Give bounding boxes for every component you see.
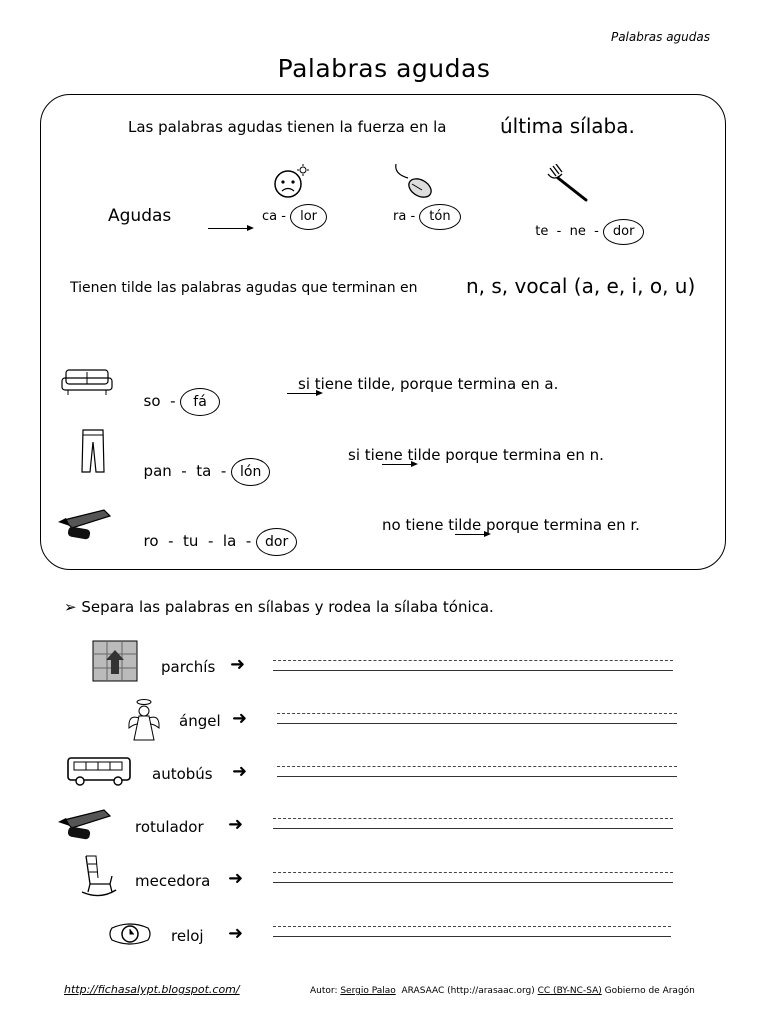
arrow-icon: ➜ bbox=[228, 814, 244, 835]
sofa-icon bbox=[60, 364, 114, 398]
page-title: Palabras agudas bbox=[277, 54, 491, 83]
arrow-icon: ➜ bbox=[232, 708, 248, 729]
angel-icon bbox=[126, 698, 162, 742]
exercise-instruction bbox=[64, 598, 494, 616]
autor-label: Autor: bbox=[310, 986, 341, 996]
word-parchis: parchís bbox=[161, 658, 216, 676]
gobierno-text: Gobierno de Aragón bbox=[601, 986, 695, 996]
tonic-syllable-circle: lón bbox=[231, 458, 270, 486]
case-explanation: no tiene tilde porque termina en r. bbox=[382, 516, 640, 534]
arrow-icon: ➜ bbox=[228, 923, 244, 944]
word-autobus: autobús bbox=[152, 765, 213, 783]
arrow-icon bbox=[208, 228, 252, 229]
syllable-prefix: ca - bbox=[262, 209, 291, 224]
rule-text: Tienen tilde las palabras agudas que terminan en bbox=[70, 280, 418, 296]
marker-icon bbox=[56, 806, 114, 842]
bullet-icon: ➢ bbox=[64, 598, 77, 616]
word-reloj: reloj bbox=[171, 927, 204, 945]
bus-icon bbox=[66, 756, 134, 786]
header-title: Palabras agudas bbox=[610, 30, 710, 44]
tonic-syllable-circle: fá bbox=[180, 388, 220, 416]
example-calor bbox=[262, 204, 327, 230]
writing-lines[interactable] bbox=[273, 872, 673, 883]
syllable-prefix: so - bbox=[143, 392, 181, 410]
board-game-icon bbox=[92, 640, 138, 682]
writing-lines[interactable] bbox=[273, 660, 673, 671]
rocking-chair-icon bbox=[80, 854, 118, 900]
writing-lines[interactable] bbox=[277, 766, 677, 777]
tonic-syllable-circle: dor bbox=[603, 219, 645, 245]
rule-emphasis: n, s, vocal (a, e, i, o, u) bbox=[466, 274, 696, 298]
footer-url[interactable]: http://fichasalypt.blogspot.com/ bbox=[64, 983, 240, 996]
mouse-icon bbox=[392, 160, 438, 200]
case-rotulador bbox=[134, 510, 297, 556]
syllable-prefix: ro - tu - la - bbox=[143, 532, 256, 550]
intro-text: Las palabras agudas tienen la fuerza en la bbox=[128, 118, 447, 136]
case-explanation: si tiene tilde, porque termina en a. bbox=[298, 375, 559, 393]
hot-face-icon bbox=[270, 163, 310, 201]
fork-icon bbox=[542, 164, 592, 204]
intro-emphasis: última sílaba. bbox=[500, 114, 635, 138]
writing-lines[interactable] bbox=[277, 713, 677, 724]
writing-lines[interactable] bbox=[273, 926, 671, 937]
license-link[interactable]: CC (BY-NC-SA) bbox=[537, 986, 602, 996]
example-raton bbox=[393, 204, 461, 230]
instruction-text: Separa las palabras en sílabas y rodea la sílaba tónica. bbox=[81, 598, 494, 616]
word-mecedora: mecedora bbox=[135, 872, 211, 890]
arasaac-text: ARASAAC (http://arasaac.org) bbox=[395, 986, 538, 996]
syllable-prefix: ra - bbox=[393, 209, 420, 224]
writing-lines[interactable] bbox=[273, 818, 673, 829]
tonic-syllable-circle: lor bbox=[290, 204, 327, 230]
watch-icon bbox=[108, 918, 152, 950]
tonic-syllable-circle: dor bbox=[256, 528, 297, 556]
marker-icon bbox=[56, 506, 114, 542]
tonic-syllable-circle: tón bbox=[419, 204, 460, 230]
arrow-icon: ➜ bbox=[232, 761, 248, 782]
syllable-prefix: te - ne - bbox=[535, 224, 603, 239]
arrow-icon bbox=[382, 464, 416, 465]
arrow-icon bbox=[287, 393, 321, 394]
word-rotulador: rotulador bbox=[135, 818, 204, 836]
agudas-label: Agudas bbox=[108, 206, 172, 226]
arrow-icon bbox=[455, 534, 489, 535]
autor-link[interactable]: Sergio Palao bbox=[340, 986, 396, 996]
example-tenedor bbox=[527, 204, 644, 245]
syllable-prefix: pan - ta - bbox=[143, 462, 232, 480]
arrow-icon: ➜ bbox=[228, 868, 244, 889]
footer-credits bbox=[310, 986, 695, 996]
case-explanation: si tiene tilde porque termina en n. bbox=[348, 446, 604, 464]
word-angel: ángel bbox=[179, 712, 221, 730]
case-sofa bbox=[134, 370, 220, 416]
rule-box bbox=[40, 94, 726, 570]
arrow-icon: ➜ bbox=[230, 654, 246, 675]
case-pantalon bbox=[134, 440, 270, 486]
pants-icon bbox=[80, 428, 106, 474]
